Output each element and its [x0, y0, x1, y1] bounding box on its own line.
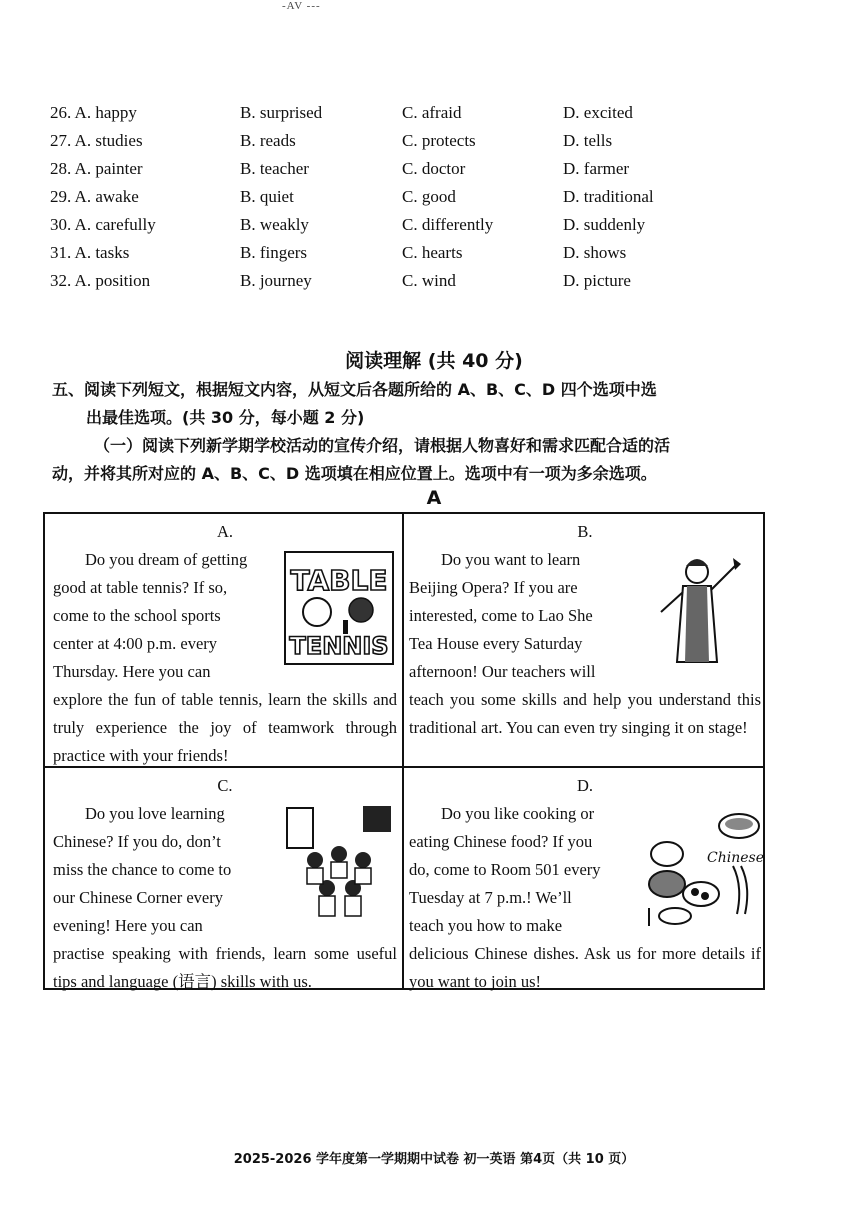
text-line: center at 4:00 p.m. every: [53, 634, 218, 653]
text-line: Tuesday at 7 p.m.! We’ll: [409, 888, 572, 907]
activity-letter: A.: [216, 522, 234, 541]
option-a: 31. A. tasks: [50, 243, 130, 262]
text-line: miss the chance to come to: [53, 860, 232, 879]
text-line: interested, come to Lao She: [409, 606, 593, 625]
option-d: D. picture: [563, 271, 631, 290]
svg-text:TABLE: TABLE: [290, 564, 388, 597]
text-line: good at table tennis? If so,: [53, 578, 228, 597]
instruction-line: 出最佳选项。(共 30 分，每小题 2 分): [86, 408, 365, 427]
option-b: B. journey: [240, 271, 312, 290]
option-c: C. hearts: [402, 243, 463, 262]
option-a: 32. A. position: [50, 271, 151, 290]
text-line: come to the school sports: [53, 606, 221, 625]
activity-intro: [53, 546, 281, 686]
svg-text:Chinese: Chinese: [707, 850, 763, 866]
text-line: do, come to Room 501 every: [409, 860, 601, 879]
text-line: Do you like cooking or: [441, 804, 595, 823]
header-mark: -AV ---: [282, 0, 321, 12]
part-letter: A: [426, 487, 442, 509]
choice-row: [50, 268, 750, 296]
divider: [402, 514, 404, 988]
choice-list: [50, 100, 750, 296]
option-c: C. wind: [402, 271, 456, 290]
option-c: C. doctor: [402, 159, 466, 178]
option-d: D. farmer: [563, 159, 630, 178]
chinese-food-illustration: [645, 804, 763, 928]
choice-row: [50, 184, 750, 212]
table-tennis-illustration: [283, 550, 395, 666]
choice-row: [50, 240, 750, 268]
option-d: D. traditional: [563, 187, 654, 206]
chinese-corner-illustration: [285, 804, 393, 920]
text-line: eating Chinese food? If you: [409, 832, 593, 851]
activity-text: explore the fun of table tennis, learn the skills and truly experience the joy of teamwork through practice with your friends!: [53, 690, 397, 765]
text-line: Chinese? If you do, don’t: [53, 832, 221, 851]
text-line: Beijing Opera? If you are: [409, 578, 578, 597]
activity-intro: [53, 800, 281, 940]
option-a: 27. A. studies: [50, 131, 143, 150]
activity-intro: [409, 546, 637, 686]
text-line: our Chinese Corner every: [53, 888, 223, 907]
option-d: D. suddenly: [563, 215, 646, 234]
page-footer: 2025-2026 学年度第一学期期中试卷 初一英语 第4页（共 10 页）: [233, 1152, 635, 1167]
choice-row: [50, 128, 750, 156]
text-line: Thursday. Here you can: [53, 662, 211, 681]
activity-text: practise speaking with friends, learn some useful tips and language (语言) skills with us.: [53, 944, 397, 991]
svg-text:TENNIS: TENNIS: [289, 632, 389, 660]
option-d: D. tells: [563, 131, 613, 150]
activity-text: teach you some skills and help you understand this traditional art. You can even try singing it on stage!: [409, 690, 761, 737]
section-title: 阅读理解 (共 40 分): [345, 350, 523, 372]
activity-letter: B.: [577, 522, 593, 541]
choice-row: [50, 100, 750, 128]
instruction-line: 五、阅读下列短文，根据短文内容，从短文后各题所给的 A、B、C、D 四个选项中选: [52, 380, 657, 399]
choice-row: [50, 212, 750, 240]
option-a: 26. A. happy: [50, 103, 137, 122]
text-line: Do you dream of getting: [85, 550, 248, 569]
option-b: B. fingers: [240, 243, 308, 262]
text-line: Do you love learning: [85, 804, 225, 823]
text-line: Do you want to learn: [441, 550, 581, 569]
option-d: D. shows: [563, 243, 627, 262]
option-b: B. weakly: [240, 215, 309, 234]
text-line: Tea House every Saturday: [409, 634, 583, 653]
activity-grid: [43, 512, 765, 990]
choice-row: [50, 156, 750, 184]
option-d: D. excited: [563, 103, 633, 122]
activity-text: delicious Chinese dishes. Ask us for more details if you want to join us!: [409, 944, 761, 991]
option-a: 30. A. carefully: [50, 215, 156, 234]
beijing-opera-illustration: [653, 550, 749, 670]
option-b: B. quiet: [240, 187, 294, 206]
text-line: teach you how to make: [409, 916, 563, 935]
option-c: C. good: [402, 187, 456, 206]
activity-letter: D.: [576, 776, 594, 795]
option-b: B. teacher: [240, 159, 309, 178]
instruction-line: 动，并将其所对应的 A、B、C、D 选项填在相应位置上。选项中有一项为多余选项。: [52, 464, 657, 483]
option-b: B. surprised: [240, 103, 323, 122]
text-line: evening! Here you can: [53, 916, 203, 935]
option-c: C. differently: [402, 215, 494, 234]
option-c: C. protects: [402, 131, 476, 150]
activity-intro: [409, 800, 637, 940]
option-a: 28. A. painter: [50, 159, 143, 178]
option-b: B. reads: [240, 131, 296, 150]
text-line: afternoon! Our teachers will: [409, 662, 596, 681]
option-a: 29. A. awake: [50, 187, 139, 206]
activity-letter: C.: [217, 776, 233, 795]
instruction-line: （一）阅读下列新学期学校活动的宣传介绍，请根据人物喜好和需求匹配合适的活: [94, 436, 671, 455]
option-c: C. afraid: [402, 103, 462, 122]
